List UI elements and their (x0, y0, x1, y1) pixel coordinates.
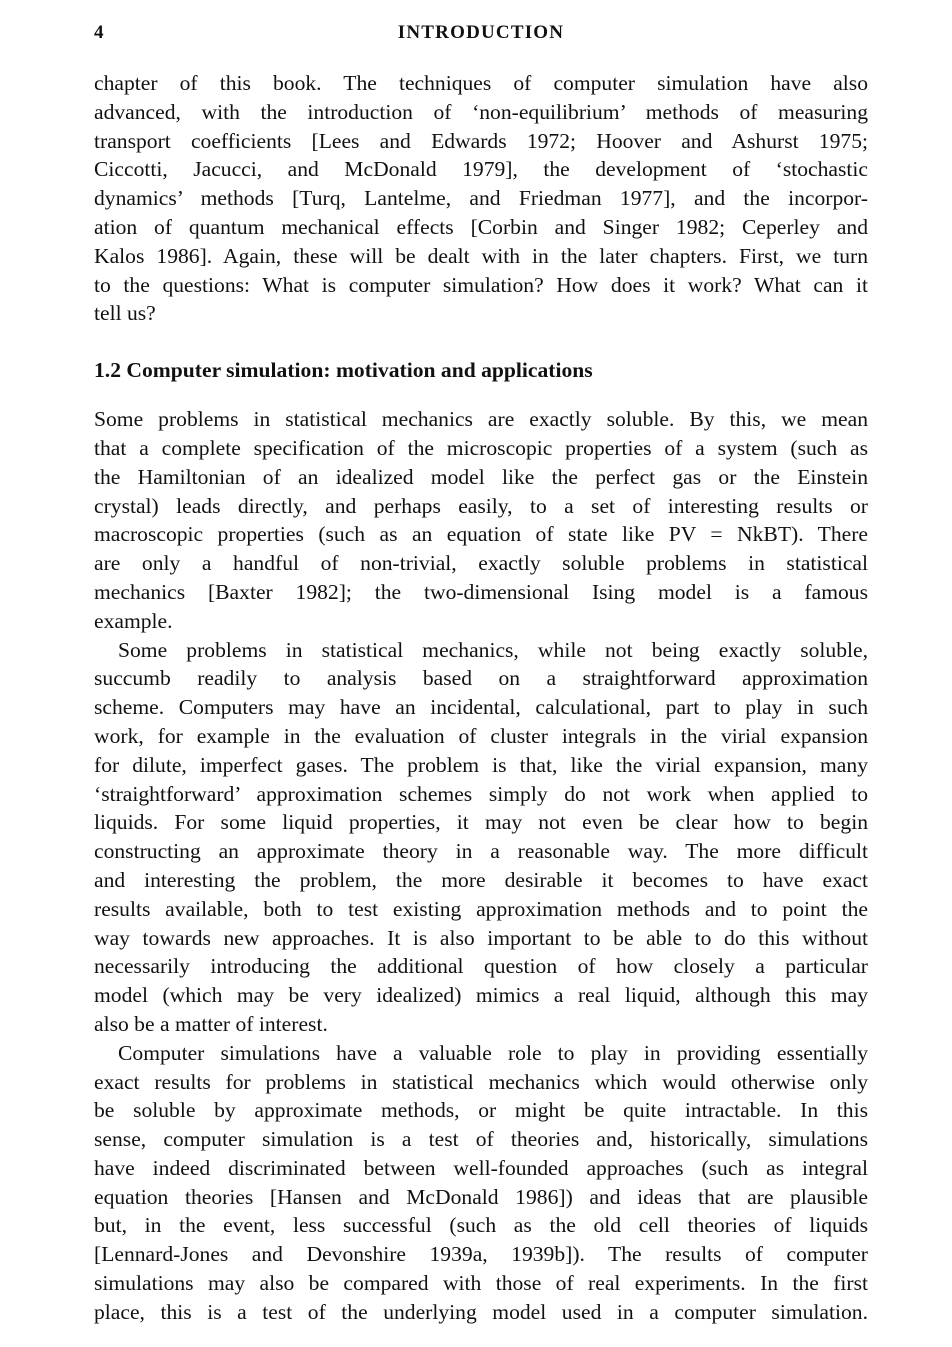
page-body (94, 69, 868, 1327)
text-line: [Lennard-Jones and Devonshire 1939a, 1939b]). The results of computer (94, 1242, 868, 1267)
text-line: succumb readily to analysis based on a straightforward approximation (94, 666, 868, 691)
text-line: transport coefficients [Lees and Edwards 1972; Hoover and Ashurst 1975; (94, 128, 868, 153)
text-line: Some problems in statistical mechanics are exactly soluble. By this, we mean (94, 407, 868, 432)
text-line: ation of quantum mechanical effects [Corbin and Singer 1982; Ceperley and (94, 214, 868, 239)
text-line: tell us? (94, 301, 156, 326)
text-line: way towards new approaches. It is also important to be able to do this without (94, 925, 868, 950)
page-header (94, 22, 868, 50)
text-line: constructing an approximate theory in a reasonable way. The more difficult (94, 839, 868, 864)
text-line: results available, both to test existing approximation methods and to point the (94, 896, 868, 921)
paragraph-2 (94, 636, 868, 1039)
text-line: macroscopic properties (such as an equation of state like PV = NkBT). There (94, 522, 868, 547)
text-line: but, in the event, less successful (such as the old cell theories of liquids (94, 1213, 868, 1238)
running-head: INTRODUCTION (397, 22, 565, 43)
text-line: place, this is a test of the underlying model used in a computer simulation. (94, 1299, 868, 1324)
section-heading: 1.2 Computer simulation: motivation and applications (94, 358, 593, 383)
text-line: also be a matter of interest. (94, 1011, 328, 1036)
text-line: the Hamiltonian of an idealized model like the perfect gas or the Einstein (94, 464, 868, 489)
text-line: Some problems in statistical mechanics, while not being exactly soluble, (118, 637, 868, 662)
text-line: advanced, with the introduction of ‘non-equilibrium’ methods of measuring (94, 99, 868, 124)
paragraph-1 (94, 405, 868, 635)
text-line: work, for example in the evaluation of cluster integrals in the virial expansion (94, 723, 868, 748)
text-line: simulations may also be compared with those of real experiments. In the first (94, 1271, 868, 1296)
text-line: liquids. For some liquid properties, it may not even be clear how to begin (94, 810, 868, 835)
text-line: Computer simulations have a valuable role to play in providing essentially (118, 1040, 868, 1065)
text-line: be soluble by approximate methods, or might be quite intractable. In this (94, 1098, 868, 1123)
text-line: equation theories [Hansen and McDonald 1986]) and ideas that are plausible (94, 1184, 868, 1209)
text-line: have indeed discriminated between well-founded approaches (such as integral (94, 1155, 868, 1180)
text-line: exact results for problems in statistical mechanics which would otherwise only (94, 1069, 868, 1094)
text-line: crystal) leads directly, and perhaps easily, to a set of interesting results or (94, 493, 868, 518)
text-line: are only a handful of non-trivial, exactly soluble problems in statistical (94, 551, 868, 576)
text-line: to the questions: What is computer simulation? How does it work? What can it (94, 272, 868, 297)
paragraph-intro (94, 69, 868, 328)
text-line: that a complete specification of the microscopic properties of a system (such as (94, 435, 868, 460)
text-line: model (which may be very idealized) mimics a real liquid, although this may (94, 983, 868, 1008)
paragraph-3 (94, 1039, 868, 1327)
text-line: dynamics’ methods [Turq, Lantelme, and Friedman 1977], and the incorpor- (94, 186, 868, 211)
text-line: example. (94, 608, 173, 633)
text-line: for dilute, imperfect gases. The problem is that, like the virial expansion, many (94, 752, 868, 777)
text-line: and interesting the problem, the more desirable it becomes to have exact (94, 867, 868, 892)
text-line: mechanics [Baxter 1982]; the two-dimensional Ising model is a famous (94, 579, 868, 604)
text-line: necessarily introducing the additional question of how closely a particular (94, 954, 868, 979)
text-line: Ciccotti, Jacucci, and McDonald 1979], the development of ‘stochastic (94, 157, 868, 182)
text-line: ‘straightforward’ approximation schemes simply do not work when applied to (94, 781, 868, 806)
page-number: 4 (94, 22, 104, 43)
text-line: Kalos 1986]. Again, these will be dealt with in the later chapters. First, we turn (94, 243, 868, 268)
text-line: sense, computer simulation is a test of theories and, historically, simulations (94, 1127, 868, 1152)
text-line: chapter of this book. The techniques of computer simulation have also (94, 71, 868, 95)
text-line: scheme. Computers may have an incidental, calculational, part to play in such (94, 695, 868, 720)
